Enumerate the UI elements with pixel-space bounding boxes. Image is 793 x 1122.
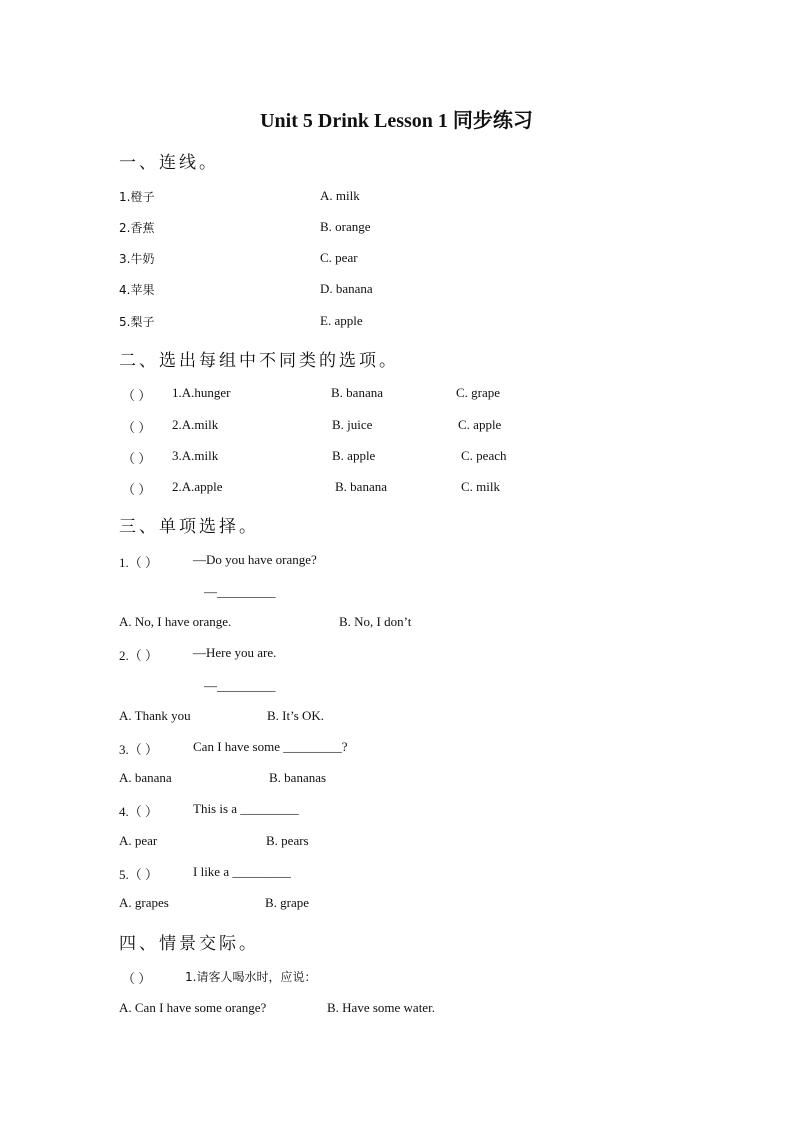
- match-left-item: 5.梨子: [119, 315, 155, 329]
- match-right-item: E. apple: [320, 313, 363, 328]
- question-text: This is a _________: [193, 801, 299, 816]
- option-a: A. Can I have some orange?: [119, 1000, 267, 1015]
- option-c: C. peach: [461, 448, 507, 463]
- match-left-item: 4.苹果: [119, 283, 155, 297]
- question-number: 4.（ ）: [119, 804, 159, 819]
- option-b: B. It’s OK.: [267, 708, 325, 723]
- answer-paren: （ ）: [122, 420, 152, 435]
- match-right-item: D. banana: [320, 281, 373, 296]
- section2-heading: 二、选出每组中不同类的选项。: [119, 351, 399, 371]
- option-a: 1.A.hunger: [172, 385, 231, 400]
- section1-heading: 一、连线。: [119, 153, 219, 173]
- option-a: A. Thank you: [119, 708, 191, 723]
- question-number: 2.（ ）: [119, 648, 159, 663]
- answer-paren: （ ）: [122, 388, 152, 403]
- option-b: B. pears: [266, 833, 309, 848]
- answer-blank: —_________: [204, 584, 276, 599]
- option-b: B. apple: [332, 448, 376, 463]
- question-number: 3.（ ）: [119, 742, 159, 757]
- answer-paren: （ ）: [122, 451, 152, 466]
- answer-paren: （ ）: [122, 971, 152, 986]
- page-title: Unit 5 Drink Lesson 1 同步练习: [260, 110, 533, 132]
- option-a: A. pear: [119, 833, 158, 848]
- option-c: C. milk: [461, 479, 501, 494]
- question-text: 1.请客人喝水时，应说：: [185, 970, 317, 984]
- answer-blank: —_________: [204, 678, 276, 693]
- section4-heading: 四、情景交际。: [119, 934, 259, 954]
- match-right-item: C. pear: [320, 250, 358, 265]
- option-b: B. Have some water.: [327, 1000, 435, 1015]
- option-b: B. No, I don’t: [339, 614, 412, 629]
- question-number: 1.（ ）: [119, 555, 159, 570]
- option-b: B. bananas: [269, 770, 327, 785]
- option-b: B. banana: [331, 385, 383, 400]
- match-right-item: B. orange: [320, 219, 371, 234]
- match-right-item: A. milk: [320, 188, 360, 203]
- option-b: B. grape: [265, 895, 310, 910]
- option-b: B. banana: [335, 479, 387, 494]
- option-a: 2.A.milk: [172, 417, 219, 432]
- question-text: Can I have some _________?: [193, 739, 348, 754]
- option-a: A. grapes: [119, 895, 169, 910]
- question-number: 5.（ ）: [119, 867, 159, 882]
- option-c: C. apple: [458, 417, 502, 432]
- option-a: A. No, I have orange.: [119, 614, 232, 629]
- question-text: I like a _________: [193, 864, 291, 879]
- option-b: B. juice: [332, 417, 373, 432]
- option-c: C. grape: [456, 385, 501, 400]
- option-a: A. banana: [119, 770, 172, 785]
- section3-heading: 三、单项选择。: [119, 517, 259, 537]
- question-text: —Do you have orange?: [193, 552, 317, 567]
- match-left-item: 3.牛奶: [119, 252, 155, 266]
- option-a: 2.A.apple: [172, 479, 223, 494]
- option-a: 3.A.milk: [172, 448, 219, 463]
- question-text: —Here you are.: [193, 645, 277, 660]
- answer-paren: （ ）: [122, 482, 152, 497]
- match-left-item: 2.香蕉: [119, 221, 155, 235]
- match-left-item: 1.橙子: [119, 190, 155, 204]
